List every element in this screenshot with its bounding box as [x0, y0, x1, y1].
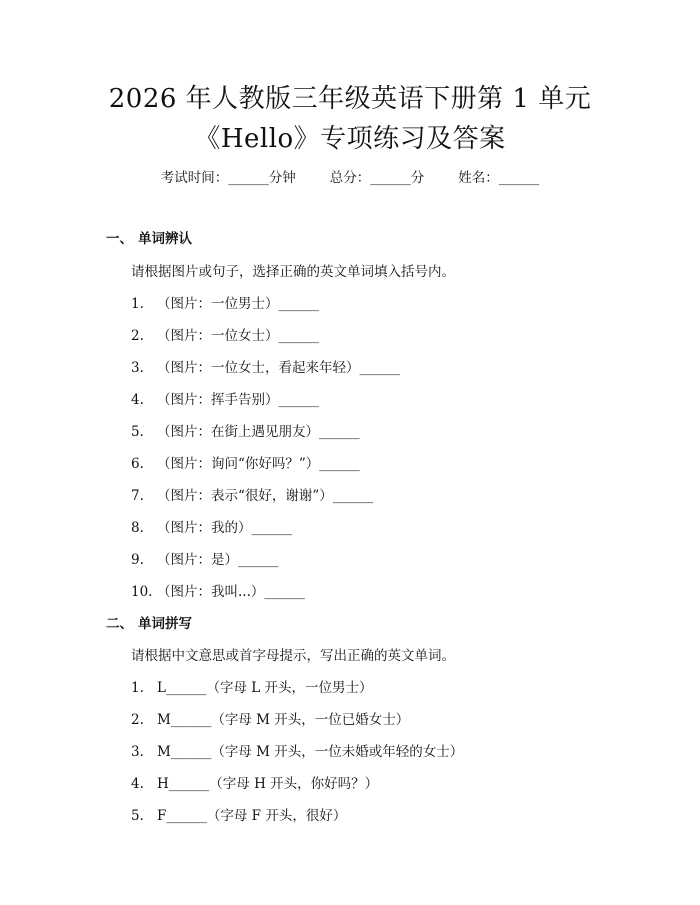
total-score: 总分：______分 — [329, 170, 425, 186]
list-item: 7. （图片：表示“很好，谢谢”）______ — [131, 488, 374, 504]
list-item: 8. （图片：我的）______ — [131, 520, 292, 536]
list-item: 4. （图片：挥手告别）______ — [131, 392, 319, 408]
title-line-2: 《Hello》专项练习及答案 — [194, 124, 506, 154]
list-item: 2. （图片：一位女士）______ — [131, 328, 319, 344]
section-2-instruction: 请根据中文意思或首字母提示，写出正确的英文单词。 — [131, 648, 455, 664]
section-1-number: 一、 — [106, 231, 133, 247]
list-item: 5. （图片：在街上遇见朋友）______ — [131, 424, 360, 440]
section-1-instruction: 请根据图片或句子，选择正确的英文单词填入括号内。 — [131, 264, 455, 280]
list-item: 3. M______（字母 M 开头，一位未婚或年轻的女士） — [131, 744, 464, 760]
list-item: 4. H______（字母 H 开头，你好吗？） — [131, 776, 379, 792]
list-item: 6. （图片：询问“你好吗？”）______ — [131, 456, 360, 472]
student-name: 姓名：______ — [458, 170, 540, 186]
list-item: 5. F______（字母 F 开头，很好） — [131, 808, 347, 824]
list-item: 9. （图片：是）______ — [131, 552, 279, 568]
list-item: 2. M______（字母 M 开头，一位已婚女士） — [131, 712, 410, 728]
title-line-1: 2026 年人教版三年级英语下册第 1 单元 — [108, 84, 592, 114]
section-2-heading — [106, 614, 192, 634]
list-item: 3. （图片：一位女士，看起来年轻）______ — [131, 360, 400, 376]
section-1-title: 单词辨认 — [138, 231, 192, 247]
list-item: 1. （图片：一位男士）______ — [131, 296, 319, 312]
section-1-heading — [106, 229, 192, 249]
section-2-number: 二、 — [106, 616, 133, 632]
section-2-title: 单词拼写 — [138, 616, 192, 632]
list-item: 10. （图片：我叫...）______ — [131, 584, 305, 600]
list-item: 1. L______（字母 L 开头，一位男士） — [131, 680, 373, 696]
exam-time: 考试时间：______分钟 — [160, 170, 296, 186]
exam-meta — [0, 168, 700, 188]
